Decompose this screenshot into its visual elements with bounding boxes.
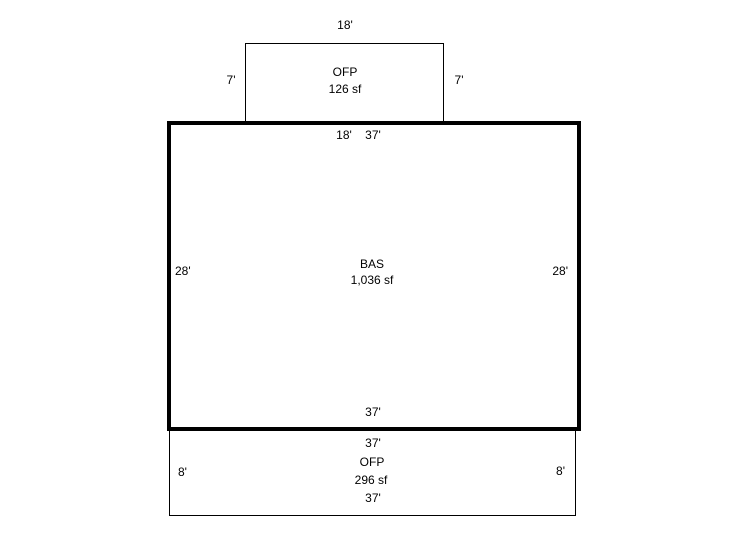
base-top-dim-37-label: 37' <box>365 128 381 142</box>
bottom-porch-bottom-width-label: 37' <box>365 491 381 505</box>
top-porch-text-block <box>329 64 362 98</box>
base-area-label: 1,036 sf <box>350 273 394 287</box>
base-name-label: BAS <box>359 257 385 271</box>
top-porch-area-label: 126 sf <box>328 82 362 96</box>
base-left-height-label: 28' <box>175 264 191 278</box>
base-top-dim-18-label: 18' <box>336 128 352 142</box>
base-right-height-label: 28' <box>552 264 568 278</box>
bottom-porch-name-label: OFP <box>359 455 385 469</box>
top-porch-width-label: 18' <box>337 18 353 32</box>
top-porch-name-label: OFP <box>332 65 358 79</box>
bottom-porch-right-height-label: 8' <box>556 464 565 478</box>
base-text-block <box>351 256 394 288</box>
base-bottom-width-label: 37' <box>365 405 381 419</box>
bottom-porch-left-height-label: 8' <box>178 465 187 479</box>
top-porch-right-height-label: 7' <box>454 73 464 87</box>
bottom-porch-area-label: 296 sf <box>354 473 388 487</box>
top-porch-left-height-label: 7' <box>226 73 236 87</box>
bottom-porch-top-width-label: 37' <box>365 436 381 450</box>
